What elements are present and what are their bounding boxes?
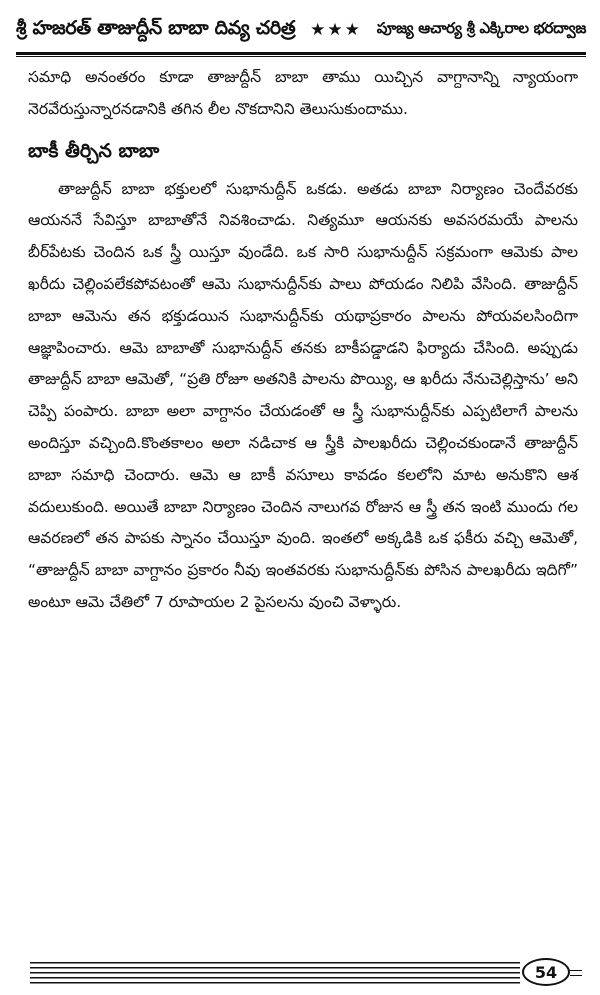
page-number (522, 958, 570, 986)
header-rule-thin (16, 56, 586, 57)
footer-tail-lines (570, 970, 582, 976)
running-header (16, 10, 586, 50)
header-rule-thick (16, 52, 586, 55)
page-content (28, 62, 578, 619)
star-separator-icon: ★★★ (310, 20, 362, 40)
section-heading: బాకీ తీర్చిన బాబా (28, 139, 160, 162)
author-name: పూజ్య ఆచార్య శ్రీ ఎక్కిరాల భరద్వాజ (376, 19, 586, 37)
body-paragraph: తాజుద్దీన్ బాబా భక్తులలో సుభానుద్దీన్ ఒకడు. అతడు బాబా నిర్యాణం చెందేవరకు ఆయననే సేవిస్తూ బాబాతోనే నివశించాడు. నిత్యమూ ఆయనకు అవసరమయే పాలను బీర్‌పేటకు చెందిన ఒక స్త్రీ యిస్తూ వుండేది. ఒక సారి సుభానుద్దీన్ సక్రమంగా ఆమెకు పాల ఖరీదు చెల్లింపలేకపోవటంతో ఆమె సుభానుద్దీన్‌కు పాలు పోయడం నిలిపి వేసింది. తాజుద్దీన్ బాబా ఆమెను తన భక్తుడయిన సుభానుద్దీన్‌కు యథాప్రకారం పాలను పోయవలసిందిగా ఆజ్ఞాపించారు. ఆమె బాబాతో సుభానుద్దీన్ తనకు బాకీపడ్డాడని ఫిర్యాదు చేసింది. అప్పుడు తాజుద్దీన్ బాబా ఆమెతో, “ప్రతి రోజూ అతనికి పాలను పొయ్యి, ఆ ఖరీదు నేనుచెల్లిస్తాను’ అని చెప్పి పంపారు. బాబా అలా వాగ్దానం చేయడంతో ఆ స్త్రీ సుభానుద్దీన్‌కు ఎప్పటిలాగే పాలను అందిస్తూ వచ్చింది.కొంతకాలం అలా నడిచాక ఆ స్త్రీకి పాలఖరీదు చెల్లించకుండానే తాజుద్దీన్ బాబా సమాధి చెందారు. ఆమె ఆ బాకీ వసూలు కావడం కలలోని మాట అనుకొని ఆశ వదులుకుంది. అయితే బాబా నిర్యాణం చెందిన నాలుగవ రోజున ఆ స్త్రీ తన ఇంటి ముందు గల ఆవరణలో తన పాపకు స్నానం చేయిస్తూ వుంది. ఇంతలో అక్కడికి ఒక ఫకీరు వచ్చి ఆమెతో, “తాజుద్దీన్ బాబా వాగ్దానం ప్రకారం నీవు ఇంతవరకు సుభానుద్దీన్‌కు పోసిన పాలఖరీదు ఇదిగో” అంటూ ఆమె చేతిలో 7 రూపాయల 2 పైసలను వుంచి వెళ్ళారు. (28, 179, 578, 611)
page-footer (30, 956, 580, 990)
footer-decorative-lines (30, 962, 520, 984)
intro-paragraph: సమాధి అనంతరం కూడా తాజుద్దీన్ బాబా తాము యిచ్చిన వాగ్దానాన్ని న్యాయంగా నెరవేరుస్తున్నారనడానికి తగిన లీల నొకదానిని తెలుసుకుందాము. (28, 68, 578, 118)
page-number-label: 54 (534, 962, 558, 982)
book-title: శ్రీ హజరత్ తాజుద్దీన్ బాబా దివ్య చరిత్ర (16, 16, 296, 39)
